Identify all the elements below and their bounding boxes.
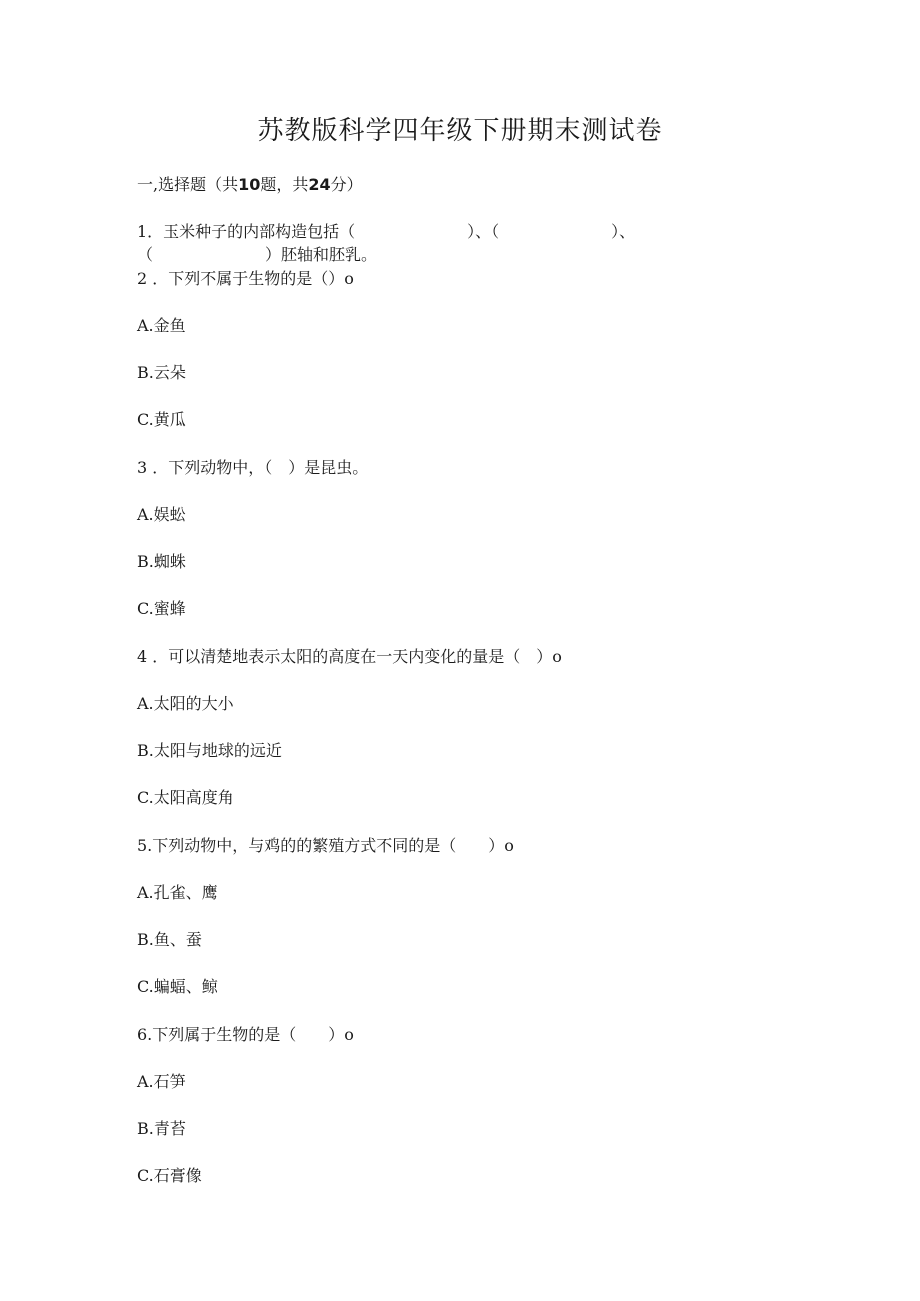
question-6: 6.下列属于生物的是（ ）o <box>137 1025 354 1044</box>
question-5-option-a: A.孔雀、鹰 <box>137 883 218 902</box>
question-5-option-c: C.蝙蝠、鲸 <box>137 977 218 996</box>
question-5: 5.下列动物中，与鸡的的繁殖方式不同的是（ ）o <box>137 836 514 855</box>
page-title: 苏教版科学四年级下册期末测试卷 <box>257 116 663 146</box>
section-middle: 题，共 <box>260 175 309 194</box>
question-6-option-a: A.石笋 <box>137 1072 186 1091</box>
section-prefix: 一,选择题（共 <box>137 175 239 194</box>
question-4-option-b: B.太阳与地球的远近 <box>137 741 282 760</box>
question-1-line-2: （ ）胚轴和胚乳。 <box>137 245 378 264</box>
question-1-line-1: 1．玉米种子的内部构造包括（ ）、（ ）、 <box>137 222 636 241</box>
question-4-option-a: A.太阳的大小 <box>137 694 234 713</box>
question-4: 4 ．可以清楚地表示太阳的高度在一天内变化的量是（ ）o <box>137 647 562 666</box>
question-3-option-a: A.娱蚣 <box>137 505 186 524</box>
section-suffix: 分） <box>330 175 363 194</box>
question-2-option-c: C.黄瓜 <box>137 410 186 429</box>
question-3-option-c: C.蜜蜂 <box>137 599 186 618</box>
total-points: 24 <box>308 175 331 194</box>
question-5-option-b: B.鱼、蚕 <box>137 930 202 949</box>
section-heading <box>137 173 363 197</box>
question-2: 2 ．下列不属于生物的是（）o <box>137 269 354 288</box>
question-count: 10 <box>238 175 261 194</box>
question-3: 3 ．下列动物中，（ ）是昆虫。 <box>137 458 369 477</box>
question-6-option-c: C.石膏像 <box>137 1166 202 1185</box>
question-6-option-b: B.青苔 <box>137 1119 186 1138</box>
question-2-option-a: A.金鱼 <box>137 316 186 335</box>
question-4-option-c: C.太阳高度角 <box>137 788 234 807</box>
question-2-option-b: B.云朵 <box>137 363 186 382</box>
question-3-option-b: B.蜘蛛 <box>137 552 186 571</box>
